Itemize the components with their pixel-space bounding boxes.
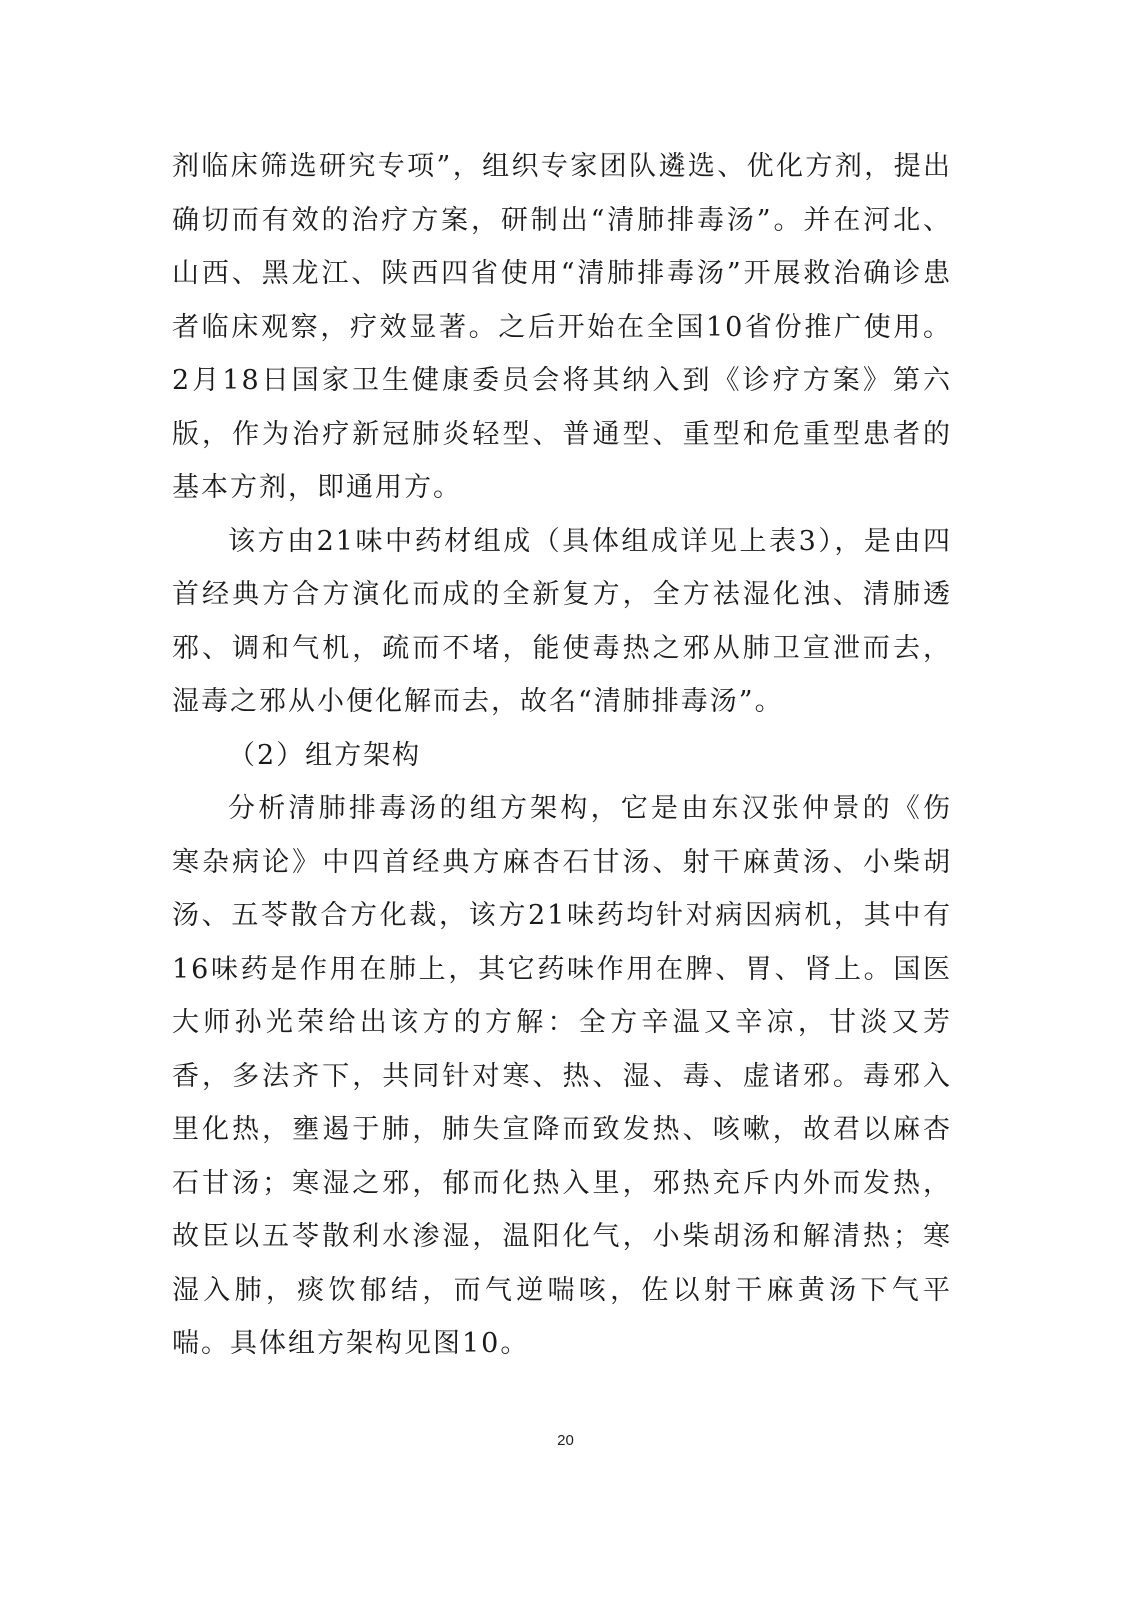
paragraph-formula-composition: 该方由21味中药材组成（具体组成详见上表3），是由四首经典方合方演化而成的全新复方，全方祛湿化浊、清肺透邪、调和气机，疏而不堵，能使毒热之邪从肺卫宣泄而去，湿毒之邪从小便化解而去，故名“清肺排毒汤”。 — [172, 525, 952, 717]
paragraph-continuation: 剂临床筛选研究专项”，组织专家团队遴选、优化方剂，提出确切而有效的治疗方案，研制出“清肺排毒汤”。并在河北、山西、黑龙江、陕西四省使用“清肺排毒汤”开展救治确诊患者临床观察，疗效显著。之后开始在全国10省份推广使用。2月18日国家卫生健康委员会将其纳入到《诊疗方案》第六版，作为治疗新冠肺炎轻型、普通型、重型和危重型患者的基本方剂，即通用方。 — [172, 151, 952, 503]
paragraph-formula-structure: 分析清肺排毒汤的组方架构，它是由东汉张仲景的《伤寒杂病论》中四首经典方麻杏石甘汤、射干麻黄汤、小柴胡汤、五苓散合方化裁，该方21味药均针对病因病机，其中有16味药是作用在肺上，其它药味作用在脾、胃、肾上。国医大师孙光荣给出该方的方解：全方辛温又辛凉，甘淡又芳香，多法齐下，共同针对寒、热、湿、毒、虚诸邪。毒邪入里化热，壅遏于肺，肺失宣降而致发热、咳嗽，故君以麻杏石甘汤；寒湿之邪，郁而化热入里，邪热充斥内外而发热，故臣以五苓散利水渗湿，温阳化气，小柴胡汤和解清热；寒湿入肺，痰饮郁结，而气逆喘咳，佐以射干麻黄汤下气平喘。具体组方架构见图10。 — [172, 793, 952, 1359]
document-body — [172, 140, 952, 1371]
section-heading: （2）组方架构 — [228, 739, 422, 771]
page-number: 20 — [557, 1432, 574, 1449]
